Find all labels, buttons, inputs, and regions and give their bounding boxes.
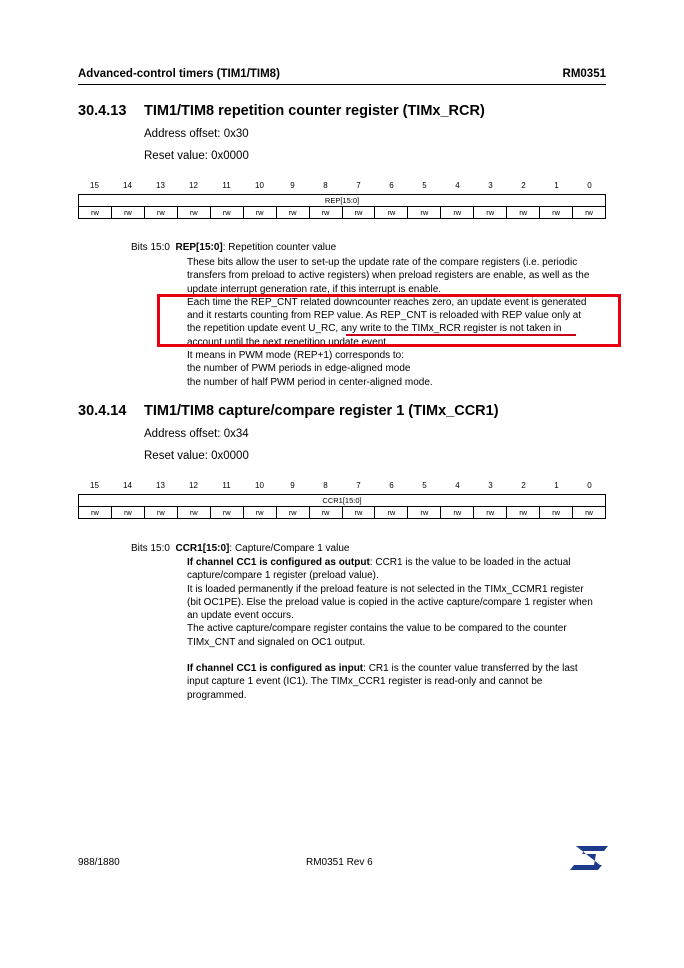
text-line: (bit OC1PE). Else the preload value is copied in the active capture/compare 1 register when	[187, 596, 593, 608]
access-cell: rw	[144, 507, 177, 519]
bit-number: 8	[323, 181, 328, 190]
bit-number: 9	[290, 181, 295, 190]
text-line: transfers from preload to active registers) when preload registers are enable, as well as the	[187, 270, 590, 282]
text-line: the repetition update event U_RC, any write to the TIMx_RCR register is not taken in	[187, 323, 562, 335]
text-line: It means in PWM mode (REP+1) corresponds to:	[187, 350, 405, 362]
bit-numbers-row	[78, 181, 606, 190]
register-field: REP[15:0]	[79, 195, 606, 207]
bit-number: 3	[488, 181, 493, 190]
bit-number: 13	[156, 181, 165, 190]
access-cell: rw	[540, 507, 573, 519]
running-header-title: Advanced-control timers (TIM1/TIM8)	[78, 68, 280, 80]
field-name: CCR1[15:0]	[175, 543, 230, 554]
text-line: programmed.	[187, 689, 247, 701]
reset-value: Reset value: 0x0000	[144, 450, 249, 462]
access-cell: rw	[540, 207, 573, 219]
text-line: the number of PWM periods in edge-aligned mode	[187, 363, 411, 375]
address-offset: Address offset: 0x34	[144, 428, 249, 440]
bit-number: 0	[587, 481, 592, 490]
access-cell: rw	[79, 207, 112, 219]
address-offset: Address offset: 0x30	[144, 128, 249, 140]
bit-number: 11	[222, 481, 231, 490]
bold-lead: If channel CC1 is configured as input	[187, 663, 364, 675]
bit-number: 12	[189, 181, 198, 190]
field-description: : Repetition counter value	[222, 242, 337, 253]
access-cell: rw	[111, 207, 144, 219]
access-cell: rw	[375, 207, 408, 219]
bit-number: 14	[123, 481, 132, 490]
red-highlight-box	[157, 294, 621, 347]
section-heading-rcr	[78, 103, 485, 119]
access-cell: rw	[507, 207, 540, 219]
access-cell: rw	[210, 507, 243, 519]
text-line: input capture 1 event (IC1). The TIMx_CCR1 register is read-only and cannot be	[187, 676, 543, 688]
text-run: : CR1 is the counter value transferred by the last	[363, 663, 578, 675]
access-cell: rw	[342, 507, 375, 519]
bit-number: 2	[521, 481, 526, 490]
text-line: Each time the REP_CNT related downcounter reaches zero, an update event is generated	[187, 296, 587, 308]
bit-number: 0	[587, 181, 592, 190]
bit-number: 7	[356, 181, 361, 190]
access-cell: rw	[111, 507, 144, 519]
access-cell: rw	[474, 507, 507, 519]
bold-lead: If channel CC1 is configured as output	[187, 557, 370, 568]
bit-number: 15	[90, 481, 99, 490]
text-line: an update event occurs.	[187, 610, 294, 622]
access-cell: rw	[309, 207, 342, 219]
access-cell: rw	[342, 207, 375, 219]
bit-number: 4	[455, 181, 460, 190]
text-line: It is loaded permanently if the preload feature is not selected in the TIMx_CCMR1 register	[187, 583, 584, 595]
access-cell: rw	[573, 507, 606, 519]
text-line: These bits allow the user to set-up the update rate of the compare registers (i.e. periodic	[187, 257, 578, 268]
bit-number: 5	[422, 181, 427, 190]
access-cell: rw	[408, 507, 441, 519]
text-line: TIMx_CNT and signaled on OC1 output.	[187, 636, 366, 648]
bit-number: 1	[554, 181, 559, 190]
bit-number: 6	[389, 481, 394, 490]
bits-description-heading	[131, 242, 336, 253]
text-line: update interrupt generation rate, if this interrupt is enable.	[187, 283, 442, 295]
register-field: CCR1[15:0]	[79, 495, 606, 507]
access-cell: rw	[441, 207, 474, 219]
text-run: : CCR1 is the value to be loaded in the actual	[369, 557, 571, 568]
section-title: TIM1/TIM8 capture/compare register 1 (TIMx_CCR1)	[144, 403, 499, 419]
bit-number: 12	[189, 481, 198, 490]
bits-range: Bits 15:0	[131, 543, 170, 554]
page-number: 988/1880	[78, 857, 120, 868]
bits-description-heading	[131, 543, 349, 554]
ccr1-description	[187, 556, 607, 702]
access-cell: rw	[144, 207, 177, 219]
access-cell: rw	[177, 507, 210, 519]
access-cell: rw	[309, 507, 342, 519]
bit-number: 13	[156, 481, 165, 490]
bit-number: 2	[521, 181, 526, 190]
section-heading-ccr1	[78, 403, 499, 419]
access-cell: rw	[375, 507, 408, 519]
text-line	[187, 662, 607, 675]
access-cell: rw	[79, 507, 112, 519]
register-table-ccr1	[78, 494, 606, 519]
access-cell: rw	[474, 207, 507, 219]
bit-number: 14	[123, 181, 132, 190]
bit-number: 1	[554, 481, 559, 490]
bit-numbers-row	[78, 481, 606, 490]
bit-number: 9	[290, 481, 295, 490]
bit-number: 4	[455, 481, 460, 490]
header-rule	[78, 84, 606, 85]
register-table-rcr	[78, 194, 606, 219]
access-cell: rw	[507, 507, 540, 519]
running-header-doc-id: RM0351	[562, 68, 606, 80]
reset-value: Reset value: 0x0000	[144, 150, 249, 162]
section-number: 30.4.14	[78, 403, 127, 419]
bit-number: 10	[255, 481, 264, 490]
access-cell: rw	[276, 207, 309, 219]
access-cell: rw	[441, 507, 474, 519]
text-line: The active capture/compare register contains the value to be compared to the counter	[187, 623, 567, 635]
bit-number: 15	[90, 181, 99, 190]
paragraph-gap	[187, 649, 607, 662]
access-cell: rw	[573, 207, 606, 219]
access-cell: rw	[276, 507, 309, 519]
text-line: capture/compare 1 register (preload value).	[187, 570, 379, 582]
text-line: the number of half PWM period in center-aligned mode.	[187, 376, 433, 388]
text-line: account until the next repetition update event.	[187, 336, 389, 348]
access-cell: rw	[243, 507, 276, 519]
bit-number: 6	[389, 181, 394, 190]
text-line	[187, 556, 607, 569]
bit-number: 8	[323, 481, 328, 490]
access-cell: rw	[408, 207, 441, 219]
bit-number: 7	[356, 481, 361, 490]
bit-number: 5	[422, 481, 427, 490]
field-description: : Capture/Compare 1 value	[229, 543, 350, 554]
text-line: and it restarts counting from REP value. As REP_CNT is reloaded with REP value only at	[187, 310, 582, 322]
bit-number: 3	[488, 481, 493, 490]
access-cell: rw	[177, 207, 210, 219]
doc-revision: RM0351 Rev 6	[306, 857, 373, 868]
access-cell: rw	[243, 207, 276, 219]
st-logo-icon	[570, 846, 608, 875]
section-title: TIM1/TIM8 repetition counter register (TIMx_RCR)	[144, 103, 485, 119]
bit-number: 11	[222, 181, 231, 190]
bits-range: Bits 15:0	[131, 242, 170, 253]
field-name: REP[15:0]	[175, 242, 223, 253]
access-cell: rw	[210, 207, 243, 219]
section-number: 30.4.13	[78, 103, 127, 119]
bit-number: 10	[255, 181, 264, 190]
